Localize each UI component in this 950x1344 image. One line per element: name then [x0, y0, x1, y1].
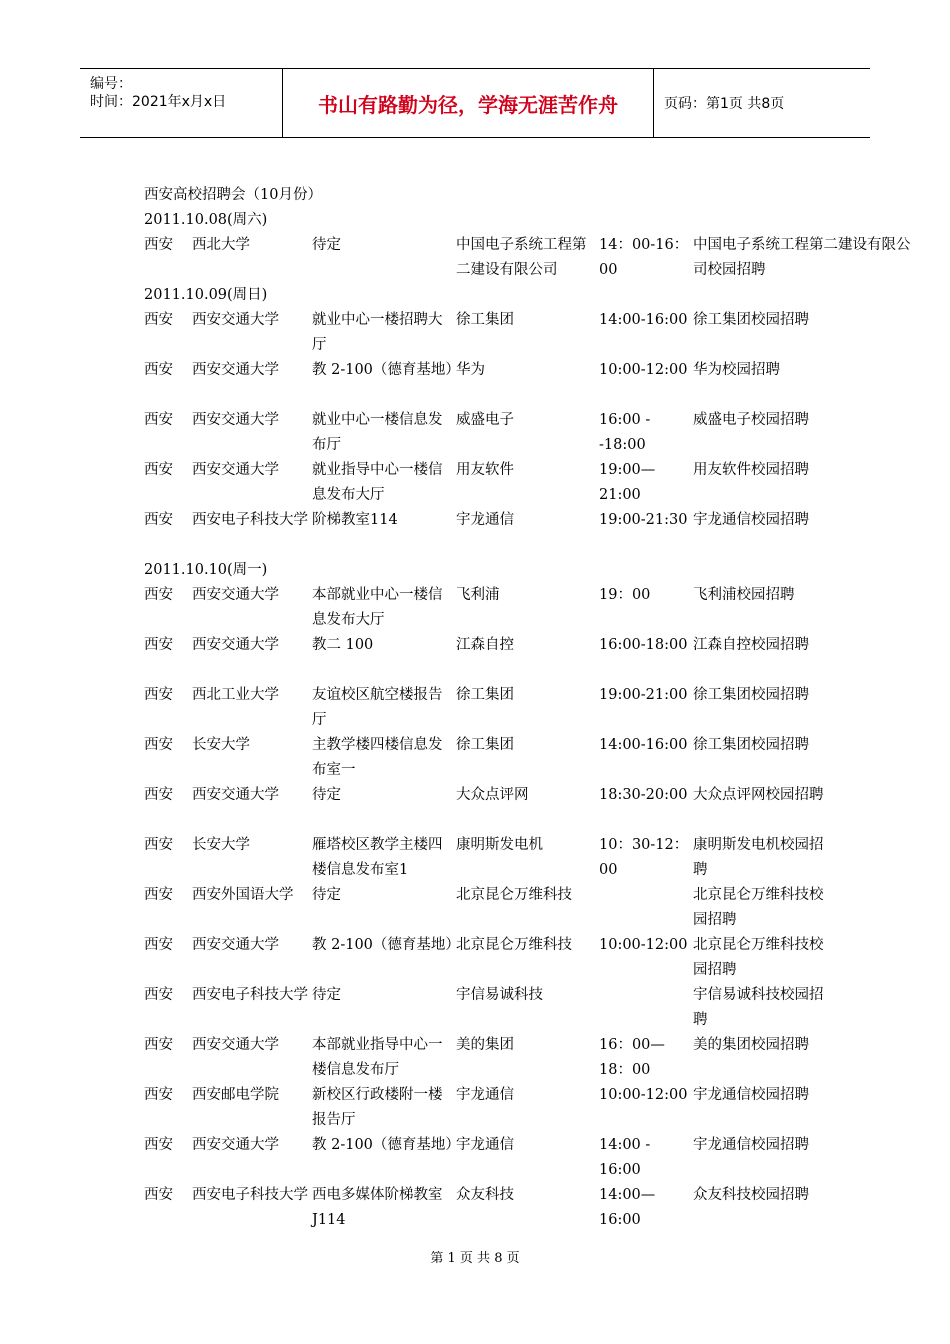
table-row — [144, 408, 934, 458]
row-venue: 就业中心一楼信息发布厅 — [312, 412, 443, 453]
row-school: 西安交通大学 — [192, 1037, 279, 1053]
row-venue: 教 2-100（德育基地） — [312, 937, 460, 953]
row-city: 西安 — [144, 687, 173, 703]
row-company: 威盛电子 — [456, 412, 514, 428]
row-venue: 就业指导中心一楼信息发布大厅 — [312, 462, 443, 503]
row-city: 西安 — [144, 587, 173, 603]
row-time: 19:00—21:00 — [599, 462, 656, 503]
row-city: 西安 — [144, 1087, 173, 1103]
row-title: 大众点评网校园招聘 — [693, 787, 824, 803]
page-header — [80, 68, 870, 138]
table-row — [144, 633, 934, 683]
row-title: 徐工集团校园招聘 — [693, 687, 809, 703]
row-title: 康明斯发电机校园招聘 — [693, 837, 824, 878]
row-company: 美的集团 — [456, 1037, 514, 1053]
row-school: 西北工业大学 — [192, 687, 279, 703]
row-company: 用友软件 — [456, 462, 514, 478]
row-school: 西安电子科技大学 — [192, 512, 308, 528]
row-school: 西安交通大学 — [192, 787, 279, 803]
row-title: 北京昆仑万维科技校园招聘 — [693, 937, 824, 978]
row-venue: 新校区行政楼附一楼报告厅 — [312, 1087, 443, 1128]
row-time: 10:00-12:00 — [599, 362, 688, 378]
table-row — [144, 358, 934, 408]
row-school: 西安邮电学院 — [192, 1087, 279, 1103]
row-title: 美的集团校园招聘 — [693, 1037, 809, 1053]
row-city: 西安 — [144, 887, 173, 903]
row-title: 徐工集团校园招聘 — [693, 737, 809, 753]
table-row — [144, 733, 934, 783]
row-city: 西安 — [144, 237, 173, 253]
row-city: 西安 — [144, 462, 173, 478]
row-city: 西安 — [144, 362, 173, 378]
row-company: 徐工集团 — [456, 312, 514, 328]
table-row — [144, 683, 934, 733]
row-venue: 待定 — [312, 787, 341, 803]
row-company: 宇信易诚科技 — [456, 987, 543, 1003]
table-row — [144, 833, 934, 883]
row-title: 众友科技校园招聘 — [693, 1187, 809, 1203]
row-title: 宇信易诚科技校园招聘 — [693, 987, 824, 1028]
table-row — [144, 1083, 934, 1133]
row-school: 西安电子科技大学 — [192, 1187, 308, 1203]
row-time: 19:00-21:30 — [599, 512, 688, 528]
row-company: 大众点评网 — [456, 787, 529, 803]
header-meta — [80, 69, 283, 137]
row-city: 西安 — [144, 987, 173, 1003]
row-title: 宇龙通信校园招聘 — [693, 512, 809, 528]
row-city: 西安 — [144, 737, 173, 753]
row-school: 长安大学 — [192, 837, 250, 853]
row-time: 14：00-16：00 — [599, 237, 689, 278]
serial-label: 编号： — [90, 76, 132, 92]
row-time: 16：00—18：00 — [599, 1037, 665, 1078]
row-city: 西安 — [144, 1187, 173, 1203]
row-school: 西安交通大学 — [192, 462, 279, 478]
row-time: 16:00-18:00 — [599, 637, 688, 653]
row-city: 西安 — [144, 512, 173, 528]
row-venue: 阶梯教室114 — [312, 512, 398, 528]
date-heading: 2011.10.10(周一) — [144, 562, 268, 578]
row-company: 众友科技 — [456, 1187, 514, 1203]
row-school: 西安交通大学 — [192, 937, 279, 953]
row-school: 西安交通大学 — [192, 362, 279, 378]
table-row — [144, 508, 934, 558]
row-title: 飞利浦校园招聘 — [693, 587, 795, 603]
row-venue: 待定 — [312, 237, 341, 253]
table-row — [144, 1033, 934, 1083]
row-school: 西安交通大学 — [192, 312, 279, 328]
row-title: 用友软件校园招聘 — [693, 462, 809, 478]
row-title: 威盛电子校园招聘 — [693, 412, 809, 428]
row-company: 飞利浦 — [456, 587, 500, 603]
row-school: 西安交通大学 — [192, 587, 279, 603]
table-row — [144, 233, 934, 283]
row-venue: 友谊校区航空楼报告厅 — [312, 687, 443, 728]
document-body — [144, 183, 934, 1233]
row-time: 10：30-12：00 — [599, 837, 689, 878]
table-row — [144, 1183, 934, 1233]
row-venue: 本部就业指导中心一楼信息发布厅 — [312, 1037, 443, 1078]
row-company: 中国电子系统工程第二建设有限公司 — [456, 237, 587, 278]
row-time: 14:00-16:00 — [599, 737, 688, 753]
row-company: 康明斯发电机 — [456, 837, 543, 853]
row-time: 16:00 --18:00 — [599, 412, 651, 453]
row-city: 西安 — [144, 412, 173, 428]
page-footer: 第 1 页 共 8 页 — [430, 1251, 520, 1266]
table-row — [144, 783, 934, 833]
header-page-code: 页码：第1页 共8页 — [664, 96, 785, 112]
date-heading: 2011.10.08(周六) — [144, 212, 268, 228]
row-title: 宇龙通信校园招聘 — [693, 1087, 809, 1103]
row-company: 宇龙通信 — [456, 1137, 514, 1153]
row-school: 西安外国语大学 — [192, 887, 294, 903]
row-time: 18:30-20:00 — [599, 787, 688, 803]
row-company: 宇龙通信 — [456, 1087, 514, 1103]
row-title: 华为校园招聘 — [693, 362, 780, 378]
row-venue: 西电多媒体阶梯教室J114 — [312, 1187, 443, 1228]
row-school: 长安大学 — [192, 737, 250, 753]
table-row — [144, 1133, 934, 1183]
row-company: 华为 — [456, 362, 485, 378]
row-title: 徐工集团校园招聘 — [693, 312, 809, 328]
row-company: 北京昆仑万维科技 — [456, 937, 572, 953]
row-time: 14:00—16:00 — [599, 1187, 656, 1228]
row-city: 西安 — [144, 787, 173, 803]
row-time: 10:00-12:00 — [599, 1087, 688, 1103]
row-venue: 教二 100 — [312, 637, 374, 653]
row-title: 中国电子系统工程第二建设有限公司校园招聘 — [693, 237, 911, 278]
row-school: 西安交通大学 — [192, 412, 279, 428]
row-venue: 雁塔校区教学主楼四楼信息发布室1 — [312, 837, 443, 878]
row-time: 14:00-16:00 — [599, 312, 688, 328]
row-title: 宇龙通信校园招聘 — [693, 1137, 809, 1153]
row-company: 徐工集团 — [456, 687, 514, 703]
row-venue: 主教学楼四楼信息发布室一 — [312, 737, 443, 778]
date-heading: 2011.10.09(周日) — [144, 287, 268, 303]
row-time: 19:00-21:00 — [599, 687, 688, 703]
row-school: 西安交通大学 — [192, 1137, 279, 1153]
row-company: 江森自控 — [456, 637, 514, 653]
row-city: 西安 — [144, 937, 173, 953]
row-time: 14:00 - 16:00 — [599, 1137, 651, 1178]
row-venue: 待定 — [312, 987, 341, 1003]
table-row — [144, 458, 934, 508]
table-row — [144, 933, 934, 983]
row-venue: 教 2-100（德育基地） — [312, 362, 460, 378]
row-school: 西北大学 — [192, 237, 250, 253]
table-row — [144, 308, 934, 358]
row-school: 西安电子科技大学 — [192, 987, 308, 1003]
table-row — [144, 883, 934, 933]
document-title: 西安高校招聘会（10月份） — [144, 187, 322, 203]
row-city: 西安 — [144, 312, 173, 328]
row-venue: 本部就业中心一楼信息发布大厅 — [312, 587, 443, 628]
row-time: 19：00 — [599, 587, 651, 603]
time-label: 时间：2021年x月x日 — [90, 94, 227, 110]
row-company: 徐工集团 — [456, 737, 514, 753]
row-city: 西安 — [144, 837, 173, 853]
table-row — [144, 583, 934, 633]
row-title: 北京昆仑万维科技校园招聘 — [693, 887, 824, 928]
row-time: 10:00-12:00 — [599, 937, 688, 953]
row-city: 西安 — [144, 1137, 173, 1153]
row-city: 西安 — [144, 1037, 173, 1053]
table-row — [144, 983, 934, 1033]
header-motto: 书山有路勤为径，学海无涯苦作舟 — [283, 69, 654, 137]
row-company: 北京昆仑万维科技 — [456, 887, 572, 903]
row-venue: 教 2-100（德育基地） — [312, 1137, 460, 1153]
row-city: 西安 — [144, 637, 173, 653]
row-company: 宇龙通信 — [456, 512, 514, 528]
row-venue: 待定 — [312, 887, 341, 903]
row-venue: 就业中心一楼招聘大厅 — [312, 312, 443, 353]
row-title: 江森自控校园招聘 — [693, 637, 809, 653]
row-school: 西安交通大学 — [192, 637, 279, 653]
